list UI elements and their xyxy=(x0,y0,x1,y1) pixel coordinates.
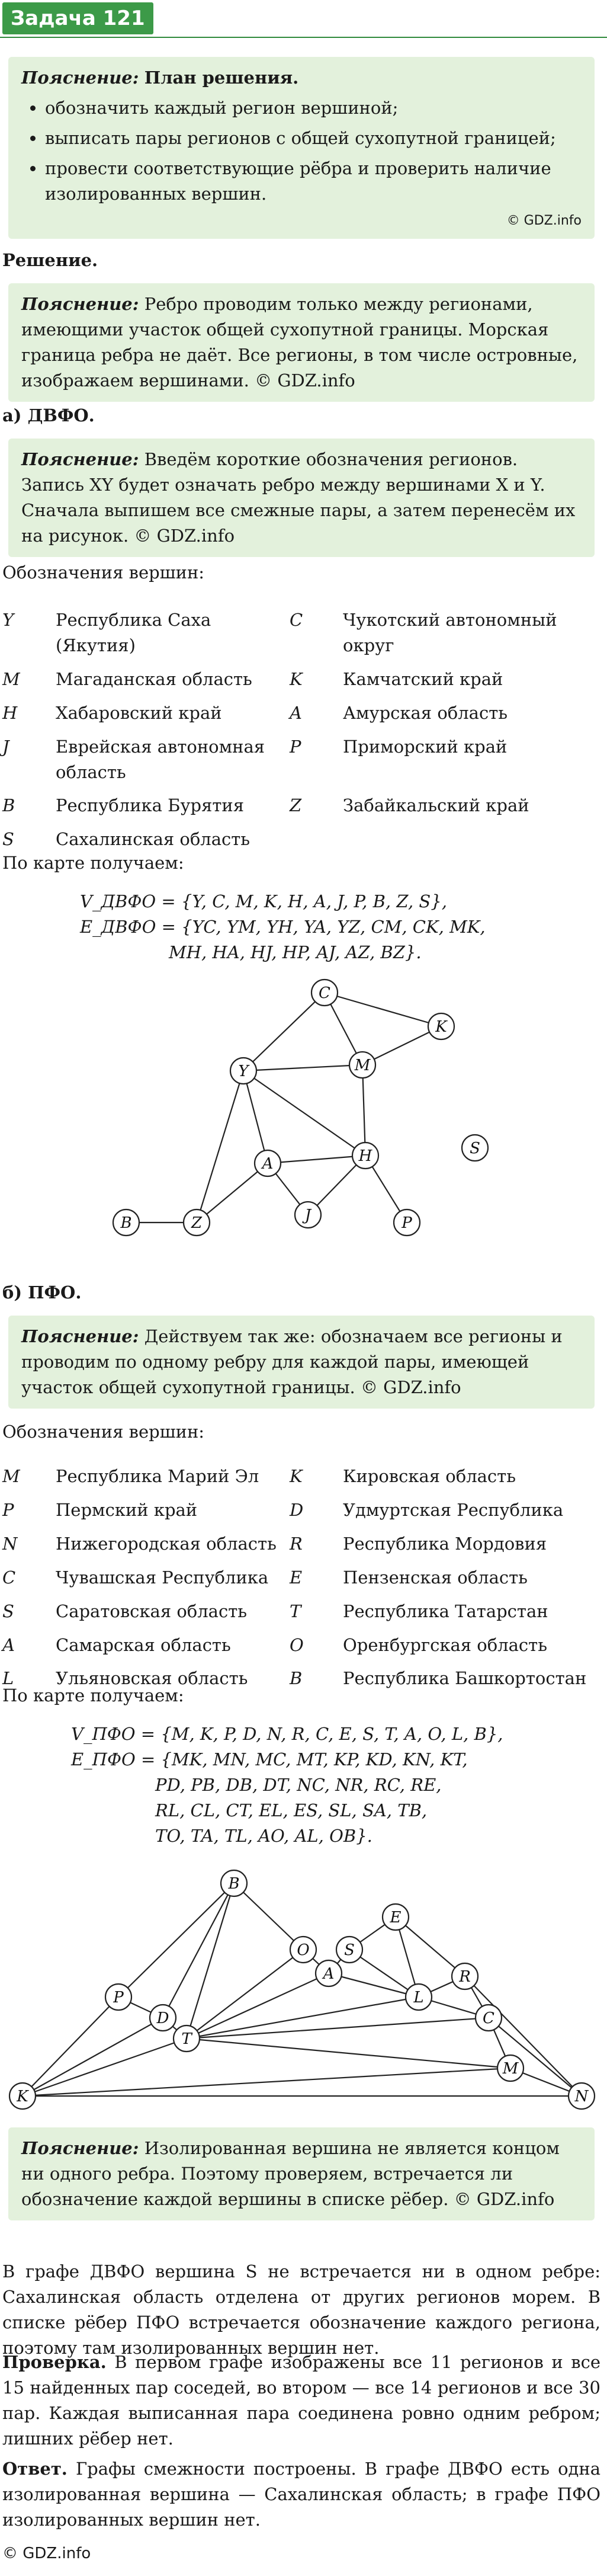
legend-name: Хабаровский край xyxy=(56,702,222,723)
note-label: Пояснение: xyxy=(21,449,139,469)
legend-key: S xyxy=(2,1601,14,1621)
legend-name: Оренбургская область xyxy=(343,1634,547,1655)
note-text: Действуем так же: обозначаем все регионы и проводим по одному ребру для каждой пары, имеющей участок общей сухопутной границы. © GDZ.info xyxy=(21,1326,563,1397)
graph-edge-NR xyxy=(465,1976,582,2096)
legend-key: B xyxy=(290,1668,303,1689)
legend-key: B xyxy=(2,795,15,816)
legend-key: L xyxy=(2,1668,14,1689)
answer-label: Ответ. xyxy=(2,2459,68,2479)
edge-set-line: E_ДВФО = {YC, YM, YH, YA, YZ, CM, CK, MK, xyxy=(80,916,486,937)
graph-vertex-label: B xyxy=(228,1875,240,1893)
legend-key: A xyxy=(2,1634,15,1655)
legend-name: Республика Бурятия xyxy=(56,795,245,816)
legend-name: Республика Марий Эл xyxy=(56,1466,259,1486)
graph-vertex-label: K xyxy=(435,1018,447,1036)
graph-edge-OB xyxy=(234,1883,303,1950)
graph-edge-TO xyxy=(187,1950,303,2039)
note-text: Ребро проводим только между регионами, имеющими участок общей сухопутной границы. Морская граница ребра не даёт. Все регионы, в том числе островные, изображаем вершинами. © GDZ.info xyxy=(21,294,578,391)
graph-vertex-label: Z xyxy=(191,1214,203,1232)
graph-edge-CT xyxy=(187,2018,489,2039)
note-label: Пояснение: xyxy=(21,1326,139,1346)
graph-vertex-label: B xyxy=(120,1214,132,1232)
part-a-map-label: По карте получаем: xyxy=(2,853,184,873)
check-text: В первом графе изображены все 11 регионов и все 15 найденных пар соседей, во втором — все 14 регионов и все 30 пар. Каждая выписанная пара соединена ровно одним ребром; лишних рёбер нет. xyxy=(2,2352,601,2449)
legend-name: Чукотский автономный округ xyxy=(343,610,557,655)
graph-edge-TA xyxy=(187,1973,329,2039)
edge-set-line: PD, PB, DB, DT, NC, NR, RC, RE, xyxy=(155,1774,442,1795)
legend-name: Амурская область xyxy=(343,702,508,723)
legend-name: Приморский край xyxy=(343,736,508,757)
legend-name: Кировская область xyxy=(343,1466,516,1486)
graph-vertex-label: E xyxy=(390,1909,402,1927)
graph-vertex-label: H xyxy=(358,1147,372,1165)
graph-vertex-label: D xyxy=(156,2009,169,2027)
edge-set-line: MH, HA, HJ, HP, AJ, AZ, BZ}. xyxy=(169,942,422,962)
graph-vertex-label: C xyxy=(319,984,330,1002)
graph-vertex-label: P xyxy=(113,1989,124,2007)
legend-key: A xyxy=(290,702,302,723)
legend-name: Еврейская автономная область xyxy=(56,736,265,782)
graph-vertex-label: N xyxy=(574,2088,589,2105)
graph-vertex-label: P xyxy=(402,1214,412,1232)
note-text: Изолированная вершина не является концом ни одного ребра. Поэтому проверяем, встречается ли обозначение каждой вершины в списке рёбер. © GDZ.info xyxy=(21,2138,560,2209)
legend-name: Магаданская область xyxy=(56,668,252,689)
legend-name: Пермский край xyxy=(56,1499,198,1520)
legend-name: Республика Мордовия xyxy=(343,1533,547,1554)
graph-vertex-label: A xyxy=(323,1965,335,1983)
legend-name: Республика Башкортостан xyxy=(343,1668,587,1689)
graph-vertex-label: K xyxy=(17,2088,28,2105)
graph-vertex-label: C xyxy=(483,2009,494,2027)
legend-name: Чувашская Республика xyxy=(56,1567,269,1588)
vertex-set: V_ДВФО = {Y, C, M, K, H, A, J, P, B, Z, S}, xyxy=(80,891,447,911)
legend-key: C xyxy=(290,610,303,630)
solution-heading: Решение. xyxy=(2,250,98,270)
isolated-paragraph: В графе ДВФО вершина S не встречается ни в одном ребре: Сахалинская область отделена от других регионов морем. В списке рёбер ПФО встречается обозначение каждого региона, поэтому там изолированных вершин нет. xyxy=(2,2261,600,2358)
graph-vertex-label: Y xyxy=(238,1063,249,1080)
graph-vertex-label: J xyxy=(304,1207,311,1224)
plan-heading: План решения. xyxy=(144,68,299,88)
answer-text: Графы смежности построены. В графе ДВФО есть одна изолированная вершина — Сахалинская область; в графе ПФО изолированных вершин нет. xyxy=(2,2459,600,2530)
edge-set-line: TO, TA, TL, AO, AL, OB}. xyxy=(155,1825,372,1846)
part-b-legend-title: Обозначения вершин: xyxy=(2,1422,205,1442)
graph-edge-MT xyxy=(187,2039,510,2068)
graph-edge-TL xyxy=(187,1997,419,2039)
plan-note-label: Пояснение: xyxy=(21,68,139,88)
part-b-map-label: По карте получаем: xyxy=(2,1685,184,1705)
legend-name: Республика Татарстан xyxy=(343,1601,548,1621)
edge-set-line: RL, CL, CT, EL, ES, SL, SA, TB, xyxy=(155,1800,428,1820)
plan-item: • выписать пары регионов с общей сухопутной границей; xyxy=(45,126,582,151)
legend-key: P xyxy=(2,1499,14,1520)
graph-edge-KT xyxy=(23,2039,187,2096)
graph-vertex-label: R xyxy=(459,1968,471,1986)
part-a-legend-title: Обозначения вершин: xyxy=(2,562,205,583)
graph-vertex-label: A xyxy=(262,1155,274,1173)
legend-key: P xyxy=(290,736,301,757)
legend-key: Z xyxy=(290,795,302,816)
legend-name: Нижегородская область xyxy=(56,1533,277,1554)
note-label: Пояснение: xyxy=(21,294,139,314)
graph-vertex-label: L xyxy=(413,1989,424,2007)
legend-key: O xyxy=(290,1634,304,1655)
note-label: Пояснение: xyxy=(21,2138,139,2158)
vertex-set: V_ПФО = {M, K, P, D, N, R, C, E, S, T, A, O, L, B}, xyxy=(71,1724,503,1744)
graph-vertex-label: M xyxy=(502,2060,519,2078)
plan-item: • обозначить каждый регион вершиной; xyxy=(45,95,582,121)
task-title: Задача 121 xyxy=(2,2,153,34)
legend-name: Сахалинская область xyxy=(56,829,250,850)
legend-key: T xyxy=(290,1601,301,1621)
legend-key: R xyxy=(290,1533,303,1554)
graph-vertex-label: S xyxy=(470,1140,480,1157)
legend-name: Пензенская область xyxy=(343,1567,528,1588)
part-a-heading: а) ДВФО. xyxy=(2,405,95,425)
graph-vertex-label: M xyxy=(354,1057,371,1074)
legend-key: Y xyxy=(2,610,14,630)
plan-item: • провести соответствующие рёбра и проверить наличие изолированных вершин. xyxy=(45,156,582,207)
legend-key: E xyxy=(290,1567,303,1588)
legend-name: Камчатский край xyxy=(343,668,503,689)
check-label: Проверка. xyxy=(2,2352,107,2372)
legend-name: Забайкальский край xyxy=(343,795,529,816)
legend-key: N xyxy=(2,1533,18,1554)
legend-key: S xyxy=(2,829,14,850)
graph-edge-MK xyxy=(23,2068,510,2096)
legend-key: H xyxy=(2,702,18,723)
legend-name: Саратовская область xyxy=(56,1601,248,1621)
note-text: Введём короткие обозначения регионов. Запись XY будет означать ребро между вершинами X и Y. Сначала выпишем все смежные пары, а затем перенесём их на рисунок. © GDZ.info xyxy=(21,449,576,546)
legend-key: K xyxy=(290,1466,303,1486)
legend-name: Удмуртская Республика xyxy=(343,1499,564,1520)
legend-key: M xyxy=(2,1466,20,1486)
plan-copyright: © GDZ.info xyxy=(506,213,582,228)
part-b-heading: б) ПФО. xyxy=(2,1282,82,1303)
edge-set-line: E_ПФО = {MK, MN, MC, MT, KP, KD, KN, KT, xyxy=(71,1749,468,1769)
legend-key: J xyxy=(2,736,9,757)
legend-key: M xyxy=(2,668,20,689)
graph-edge-KD xyxy=(23,2018,163,2096)
legend-name: Самарская область xyxy=(56,1634,231,1655)
graph-edge-NC xyxy=(489,2018,582,2096)
graph-edge-KP xyxy=(23,1997,118,2096)
graph-vertex-label: T xyxy=(181,2030,192,2048)
legend-name: Ульяновская область xyxy=(56,1668,248,1689)
legend-key: K xyxy=(290,668,303,689)
graph-vertex-label: O xyxy=(297,1941,310,1959)
footer-copyright: © GDZ.info xyxy=(2,2545,91,2562)
graph-vertex-label: S xyxy=(344,1941,355,1959)
graph-edge-AL xyxy=(329,1973,419,1997)
legend-name: Республика Саха (Якутия) xyxy=(56,610,211,655)
legend-key: D xyxy=(290,1499,304,1520)
legend-key: C xyxy=(2,1567,16,1588)
